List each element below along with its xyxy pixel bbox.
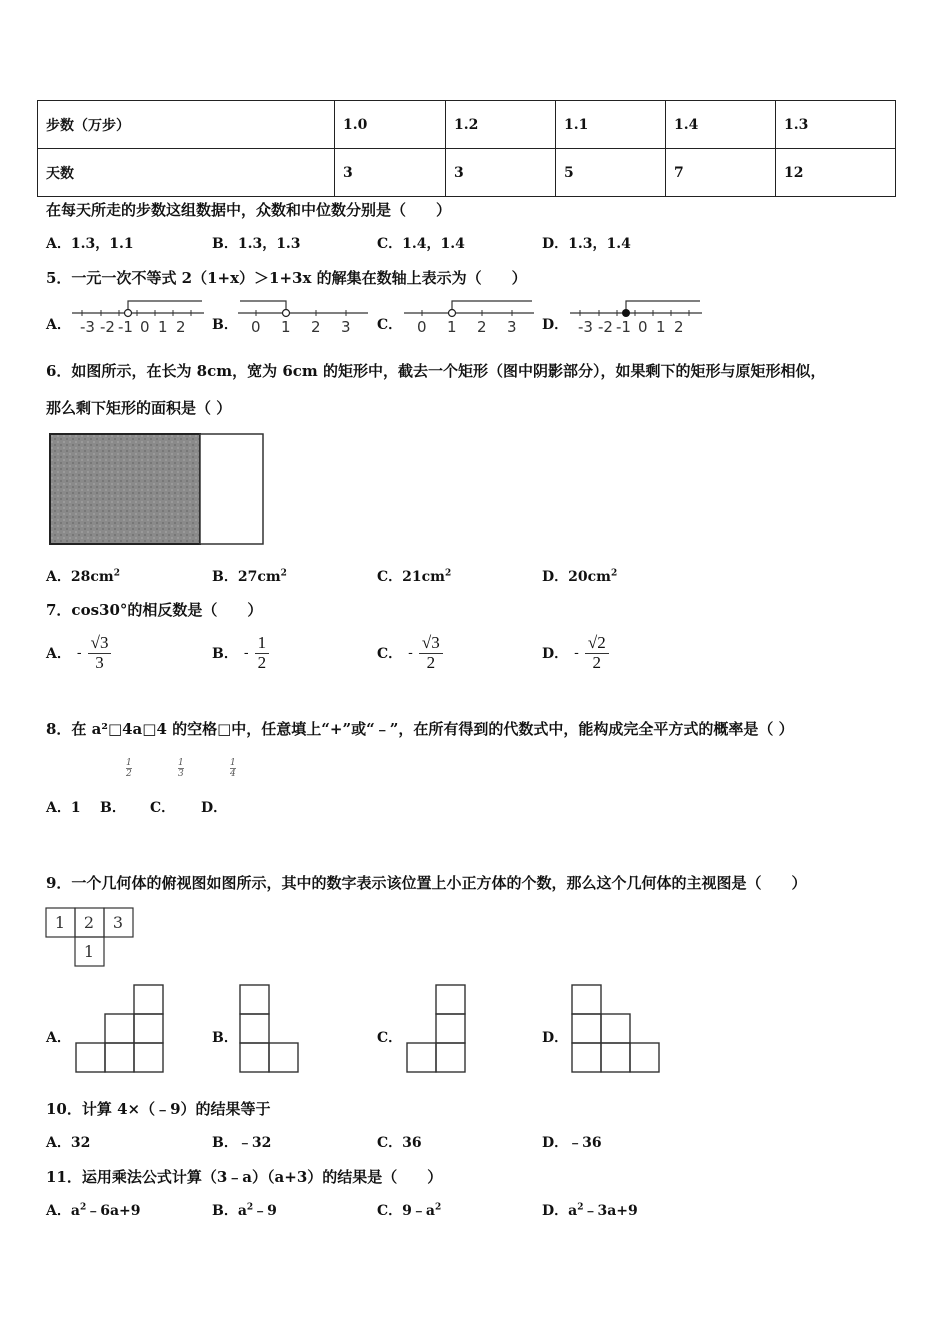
q8-stem: 8．在 a²□4a□4 的空格□中，任意填上“+”或“﹣”，在所有得到的代数式中，能构成完全平方式的概率是（ ） [46, 720, 794, 738]
tick-label: 2 [674, 318, 684, 336]
top-view-count: 2 [83, 913, 95, 932]
table-cell: 12 [776, 149, 896, 197]
table-row [38, 149, 896, 197]
tick-label: -1 [616, 318, 631, 336]
q6-stem-line1: 6．如图所示，在长为 8cm，宽为 6cm 的矩形中，截去一个矩形（图中阴影部分），如果剩下的矩形与原矩形相似， [46, 362, 826, 380]
q9-label-a: A． [46, 1030, 71, 1046]
table-cell: 1.3 [776, 101, 896, 149]
number-line-b [236, 296, 370, 336]
tick-label: 2 [477, 318, 487, 336]
q8-option-b: B． [100, 800, 126, 816]
q6-option-d: D．$20cm^2$ [542, 568, 618, 585]
q9-stem: 9．一个几何体的俯视图如图所示，其中的数字表示该位置上小正方体的个数，那么这个几何体的主视图是（ ） [46, 874, 807, 892]
q11-stem: 11．运用乘法公式计算（3﹣a）（a+3）的结果是（ ） [46, 1168, 443, 1186]
tick-label: 3 [507, 318, 517, 336]
tick-label: -2 [100, 318, 115, 336]
table-cell: 7 [666, 149, 776, 197]
tick-label: 2 [176, 318, 186, 336]
q11-option-a: A．$a^2﹣6a+9$ [46, 1202, 141, 1219]
tick-label: -3 [80, 318, 95, 336]
tick-label: 1 [447, 318, 457, 336]
table-cell: 3 [335, 149, 446, 197]
tick-label: 1 [158, 318, 168, 336]
table-row-label: 天数 [38, 149, 335, 197]
q4-stem: 在每天所走的步数这组数据中，众数和中位数分别是（ ） [46, 201, 452, 219]
table-cell: 1.0 [335, 101, 446, 149]
q9-label-d: D． [542, 1030, 569, 1046]
q5-stem: 5．一元一次不等式 2（1+x）＞1+3x 的解集在数轴上表示为（ ） [46, 269, 527, 287]
q10-option-d: D．﹣36 [542, 1135, 602, 1151]
number-line-a [70, 296, 206, 336]
q11-option-b: B．$a^2﹣9$ [212, 1202, 277, 1219]
front-view-a [72, 983, 166, 1077]
q8-frac-b: $\frac{1}{2}$ [126, 758, 132, 780]
q4-option-b: B．1.3，1.3 [212, 236, 301, 252]
q4-option-a: A．1.3，1.1 [46, 236, 134, 252]
number-line-d [568, 296, 704, 336]
table-row [38, 101, 896, 149]
tick-label: 0 [638, 318, 648, 336]
q6-option-c: C．$21cm^2$ [377, 568, 452, 585]
q11-option-c: C．$9﹣a^2$ [377, 1202, 442, 1219]
q7-option-d: D． - $\frac{√2}{2}$ [542, 634, 609, 672]
tick-label: -1 [118, 318, 133, 336]
front-view-c [403, 983, 469, 1077]
q5-label-d: D． [542, 317, 569, 333]
table-cell: 3 [446, 149, 556, 197]
tick-label: -2 [598, 318, 613, 336]
q5-label-c: C． [377, 317, 403, 333]
tick-label: 0 [140, 318, 150, 336]
q7-stem: 7．cos30°的相反数是（ ） [46, 601, 263, 619]
tick-label: 0 [251, 318, 261, 336]
tick-label: 3 [341, 318, 351, 336]
q6-option-a: A．$28cm^2$ [46, 568, 120, 585]
tick-label: 2 [311, 318, 321, 336]
q7-option-c: C． - $\frac{√3}{2}$ [377, 634, 443, 672]
top-view-count: 3 [112, 913, 124, 932]
front-view-d [568, 983, 664, 1077]
q4-option-c: C．1.4，1.4 [377, 236, 465, 252]
q11-option-d: D．$a^2﹣3a+9$ [542, 1202, 638, 1219]
tick-label: 1 [281, 318, 291, 336]
q8-frac-c: $\frac{1}{3}$ [178, 758, 184, 780]
table-header-label: 步数（万步） [38, 101, 335, 149]
q8-option-c: C． [150, 800, 176, 816]
top-view-count: 1 [54, 913, 66, 932]
table-cell: 5 [556, 149, 666, 197]
q9-label-c: C． [377, 1030, 403, 1046]
number-line-c [402, 296, 536, 336]
front-view-b [236, 983, 302, 1077]
table-cell: 1.2 [446, 101, 556, 149]
q10-option-c: C．36 [377, 1135, 422, 1151]
q10-option-a: A．32 [46, 1135, 91, 1151]
tick-label: 0 [417, 318, 427, 336]
q5-label-a: A． [46, 317, 71, 333]
q8-option-a: A．1 [46, 800, 81, 816]
steps-table [37, 100, 896, 197]
q6-option-b: B．$27cm^2$ [212, 568, 287, 585]
q6-stem-line2: 那么剩下矩形的面积是（ ） [46, 399, 232, 417]
top-view-count: 1 [83, 942, 95, 961]
tick-label: 1 [656, 318, 666, 336]
q7-option-a: A． - $\frac{√3}{3}$ [46, 634, 111, 672]
q10-stem: 10．计算 4×（﹣9）的结果等于 [46, 1100, 271, 1118]
table-cell: 1.4 [666, 101, 776, 149]
q10-option-b: B．﹣32 [212, 1135, 272, 1151]
top-view-figure [44, 906, 140, 970]
q5-label-b: B． [212, 317, 238, 333]
q9-label-b: B． [212, 1030, 238, 1046]
q8-option-d: D． [201, 800, 228, 816]
tick-label: -3 [578, 318, 593, 336]
table-cell: 1.1 [556, 101, 666, 149]
rectangle-figure [48, 432, 272, 548]
q8-frac-d: $\frac{1}{4}$ [230, 758, 236, 780]
q7-option-b: B． - $\frac{1}{2}$ [212, 634, 269, 672]
q4-option-d: D．1.3，1.4 [542, 236, 631, 252]
